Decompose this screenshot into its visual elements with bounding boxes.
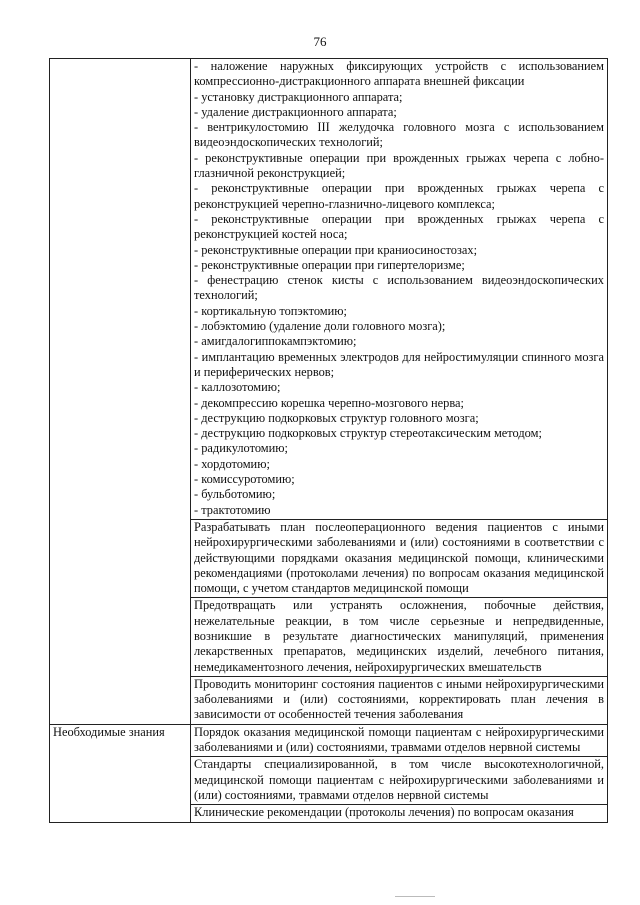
list-item: - каллозотомию; bbox=[194, 380, 281, 395]
list-item: - установку дистракционного аппарата; bbox=[194, 89, 403, 104]
list-item: - наложение наружных фиксирующих устройств с использованием компрессионно-дистракционного аппарата внешней фиксации bbox=[194, 59, 604, 89]
list-item: - вентрикулостомию III желудочка головного мозга с использованием видеоэндоскопических технологий; bbox=[194, 120, 604, 150]
skill-cell: Предотвращать или устранять осложнения, побочные действия, нежелательные реакции, в том числе серьезные и непредвиденные, возникшие в результате диагностических манипуляций, применения лекарственных препаратов, медицинских изделий, лечебного питания, немедикаментозного лечения, нейрохирургических вмешательств bbox=[191, 598, 608, 676]
list-item: - хордотомию; bbox=[194, 456, 270, 471]
list-item: - реконструктивные операции при врожденных грыжах черепа с лобно-глазничной реконструкцией; bbox=[194, 150, 604, 181]
page-edge-mark bbox=[395, 896, 435, 903]
list-item: - трактотомию bbox=[194, 502, 271, 517]
skill-cell: Разрабатывать план послеоперационного ведения пациентов с иными нейрохирургическими заболеваниями и (или) состояниями в соответствии с действующими порядками оказания медицинской помощи, клиническими рекомендациями (протоколами лечения) по вопросам оказания медицинской помощи, с учетом стандартов медицинской помощи bbox=[191, 519, 608, 597]
list-item: - реконструктивные операции при врожденных грыжах черепа с реконструкцией черепно-глазнично-лицевого комплекса; bbox=[194, 181, 604, 211]
empty-label-cell bbox=[50, 59, 191, 725]
list-item: - кортикальную топэктомию; bbox=[194, 303, 347, 318]
list-item: - реконструктивные операции при гипертелоризме; bbox=[194, 257, 465, 272]
list-item: - фенестрацию стенок кисты с использованием видеоэндоскопических технологий; bbox=[194, 273, 604, 303]
table-row bbox=[50, 724, 608, 757]
competency-table bbox=[49, 58, 608, 823]
list-item: - амигдалогиппокампэктомию; bbox=[194, 334, 357, 349]
knowledge-cell: Клинические рекомендации (протоколы лечения) по вопросам оказания bbox=[191, 805, 608, 822]
skill-cell: Проводить мониторинг состояния пациентов с иными нейрохирургическими заболеваниями и (или) состояниями, корректировать план лечения в зависимости от особенностей течения заболевания bbox=[191, 676, 608, 724]
list-item: - комиссуротомию; bbox=[194, 472, 295, 487]
table-row bbox=[50, 59, 608, 520]
list-item: - бульботомию; bbox=[194, 487, 276, 502]
list-item: - реконструктивные операции при краниосиностозах; bbox=[194, 242, 478, 257]
knowledge-cell: Порядок оказания медицинской помощи пациентам с нейрохирургическими заболеваниями и (или) состояниями, травмами отделов нервной системы bbox=[191, 724, 608, 757]
list-item: - удаление дистракционного аппарата; bbox=[194, 104, 397, 119]
list-item: - деструкцию подкорковых структур стереотаксическим методом; bbox=[194, 426, 542, 441]
list-item: - деструкцию подкорковых структур головного мозга; bbox=[194, 410, 479, 425]
list-item: - радикулотомию; bbox=[194, 441, 288, 456]
list-item: - реконструктивные операции при врожденных грыжах черепа с реконструкцией костей носа; bbox=[194, 211, 604, 242]
list-item: - имплантацию временных электродов для нейростимуляции спинного мозга и периферических нервов; bbox=[194, 349, 604, 379]
knowledge-label-cell: Необходимые знания bbox=[50, 724, 191, 822]
list-item: - декомпрессию корешка черепно-мозгового нерва; bbox=[194, 395, 464, 410]
list-item: - лобэктомию (удаление доли головного мозга); bbox=[194, 319, 446, 334]
knowledge-cell: Стандарты специализированной, в том числе высокотехнологичной, медицинской помощи пациентам с нейрохирургическими заболеваниями и (или) состояниями, травмами отделов нервной системы bbox=[191, 757, 608, 805]
page-number: 76 bbox=[313, 34, 327, 49]
procedures-list-cell bbox=[191, 59, 608, 520]
